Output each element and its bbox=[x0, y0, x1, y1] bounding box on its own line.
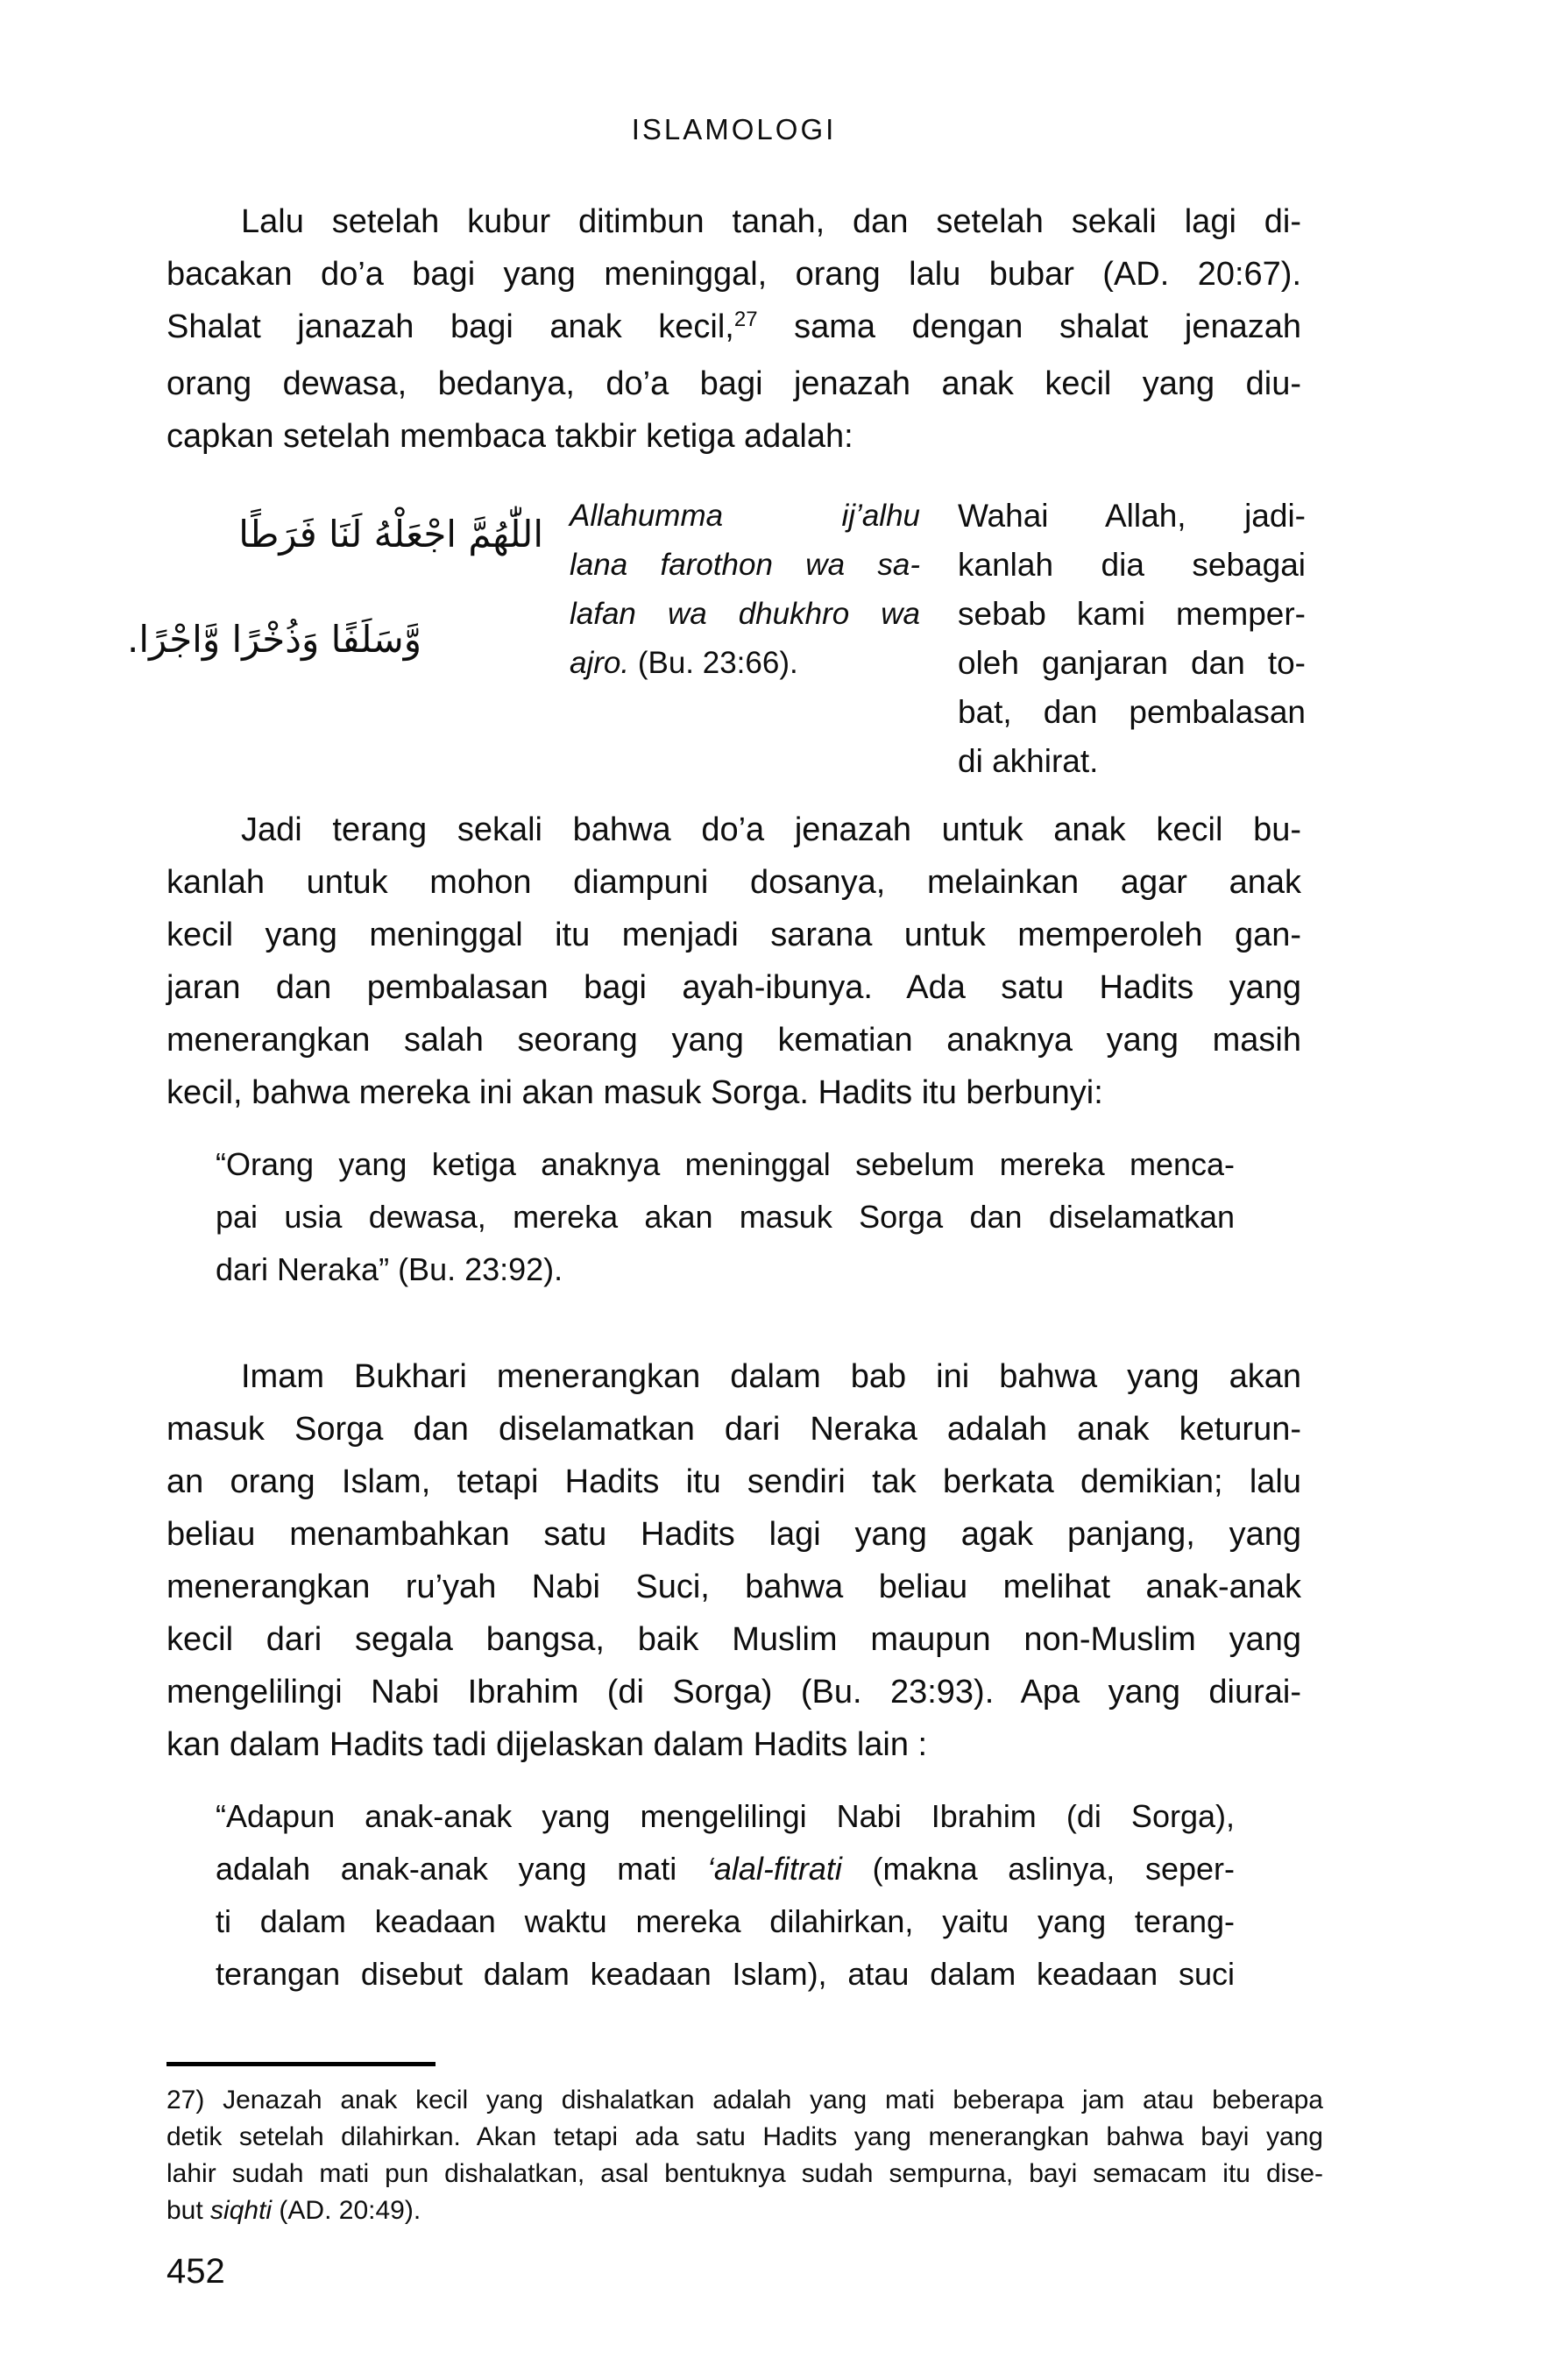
text-line: orang dewasa, bedanya, do’a bagi jenazah anak kecil yang diu- bbox=[166, 365, 1301, 402]
text-line: kan dalam Hadits tadi dijelaskan dalam Hadits lain : bbox=[166, 1726, 928, 1763]
text-line: Lalu setelah kubur ditimbun tanah, dan setelah sekali lagi di- bbox=[241, 203, 1301, 240]
text-line: kanlah untuk mohon diampuni dosanya, melainkan agar anak bbox=[166, 864, 1301, 901]
arabic-term: ‘alal-fitrati bbox=[706, 1851, 842, 1887]
text-segment: ajro. bbox=[570, 646, 630, 680]
text-line: lahir sudah mati pun dishalatkan, asal bentuknya sudah sempurna, bayi semacam itu dise- bbox=[166, 2159, 1323, 2188]
arabic-term: siqhti bbox=[210, 2196, 273, 2225]
arabic-prayer-column bbox=[127, 482, 543, 786]
page-content bbox=[127, 0, 1325, 2292]
text-line: mengelilingi Nabi Ibrahim (di Sorga) (Bu. 23:93). Apa yang diurai- bbox=[166, 1674, 1301, 1711]
text-line: Jadi terang sekali bahwa do’a jenazah untuk anak kecil bu- bbox=[241, 811, 1301, 848]
text-line bbox=[216, 1843, 1235, 1895]
text-line: sebab kami memper- bbox=[958, 596, 1306, 632]
text-line: ti dalam keadaan waktu mereka dilahirkan, yaitu yang terang- bbox=[216, 1903, 1235, 1939]
text-line: 27) Jenazah anak kecil yang dishalatkan adalah yang mati beberapa jam atau beberapa bbox=[166, 2086, 1323, 2114]
text-line: Wahai Allah, jadi- bbox=[958, 498, 1306, 534]
text-segment: sama dengan shalat jenazah bbox=[757, 308, 1301, 345]
text-line: dari Neraka” (Bu. 23:92). bbox=[216, 1251, 563, 1287]
text-segment: but bbox=[166, 2196, 211, 2225]
text-line: pai usia dewasa, mereka akan masuk Sorga dan diselamatkan bbox=[216, 1199, 1235, 1235]
text-segment: adalah anak-anak yang mati bbox=[216, 1851, 707, 1887]
text-line: Allahumma ij’alhu bbox=[570, 499, 920, 533]
translation-column bbox=[958, 482, 1306, 786]
hadith-quote-1 bbox=[216, 1138, 1235, 1296]
text-line: jaran dan pembalasan bagi ayah-ibunya. Ada satu Hadits yang bbox=[166, 969, 1301, 1006]
page-number: 452 bbox=[166, 2252, 225, 2291]
text-line: terangan disebut dalam keadaan Islam), atau dalam keadaan suci bbox=[216, 1956, 1235, 1992]
transliteration-column bbox=[570, 482, 920, 786]
footnote-27 bbox=[166, 2082, 1323, 2229]
arabic-text-line: اللّٰهُمَّ اجْعَلْهُ لَنَا فَرَطًا bbox=[238, 513, 543, 556]
paragraph-3 bbox=[166, 1350, 1301, 1771]
text-segment: Shalat janazah bagi anak kecil, bbox=[166, 308, 734, 345]
hadith-quote-2 bbox=[216, 1790, 1235, 2001]
text-line bbox=[570, 639, 920, 688]
running-header: ISLAMOLOGI bbox=[631, 113, 837, 145]
text-line: capkan setelah membaca takbir ketiga adalah: bbox=[166, 418, 853, 455]
text-line: detik setelah dilahirkan. Akan tetapi ada satu Hadits yang menerangkan bahwa bayi yang bbox=[166, 2122, 1323, 2151]
footnote-marker: 27 bbox=[733, 308, 758, 331]
text-line bbox=[166, 2192, 1323, 2229]
source-reference: (Bu. 23:66). bbox=[629, 646, 798, 680]
text-line: an orang Islam, tetapi Hadits itu sendiri tak berkata demikian; lalu bbox=[166, 1463, 1301, 1500]
text-line: bat, dan pembalasan bbox=[958, 694, 1306, 730]
text-line: Imam Bukhari menerangkan dalam bab ini bahwa yang akan bbox=[241, 1358, 1301, 1395]
text-line: “Orang yang ketiga anaknya meninggal sebelum mereka menca- bbox=[216, 1146, 1235, 1182]
arabic-text-line: وَّسَلَفًا وَذُخْرًا وَّاجْرًا. bbox=[127, 618, 422, 661]
text-line: kanlah dia sebagai bbox=[958, 547, 1306, 583]
footnote-separator-rule bbox=[166, 2062, 436, 2066]
text-segment: (makna aslinya, seper- bbox=[841, 1851, 1235, 1887]
text-line: kecil, bahwa mereka ini akan masuk Sorga. Hadits itu berbunyi: bbox=[166, 1074, 1103, 1111]
text-line: oleh ganjaran dan to- bbox=[958, 645, 1306, 681]
text-segment: (AD. 20:49). bbox=[272, 2196, 421, 2225]
text-line: masuk Sorga dan diselamatkan dari Neraka adalah anak keturun- bbox=[166, 1411, 1301, 1448]
text-line: “Adapun anak-anak yang mengelilingi Nabi Ibrahim (di Sorga), bbox=[216, 1798, 1235, 1834]
text-line: menerangkan salah seorang yang kematian anaknya yang masih bbox=[166, 1022, 1301, 1059]
paragraph-1 bbox=[166, 195, 1301, 463]
text-line: bacakan do’a bagi yang meninggal, orang lalu bubar (AD. 20:67). bbox=[166, 256, 1301, 293]
text-line: kecil dari segala bangsa, baik Muslim maupun non-Muslim yang bbox=[166, 1621, 1301, 1658]
text-line: beliau menambahkan satu Hadits lagi yang agak panjang, yang bbox=[166, 1516, 1301, 1553]
text-line: lafan wa dhukhro wa bbox=[570, 597, 920, 631]
paragraph-2 bbox=[166, 804, 1301, 1119]
text-line: kecil yang meninggal itu menjadi sarana untuk memperoleh gan- bbox=[166, 917, 1301, 953]
prayer-block bbox=[127, 482, 1341, 786]
text-line bbox=[166, 301, 1301, 358]
text-line: di akhirat. bbox=[958, 743, 1099, 779]
text-line: lana farothon wa sa- bbox=[570, 548, 920, 582]
text-line: menerangkan ru’yah Nabi Suci, bahwa beliau melihat anak-anak bbox=[166, 1569, 1301, 1605]
